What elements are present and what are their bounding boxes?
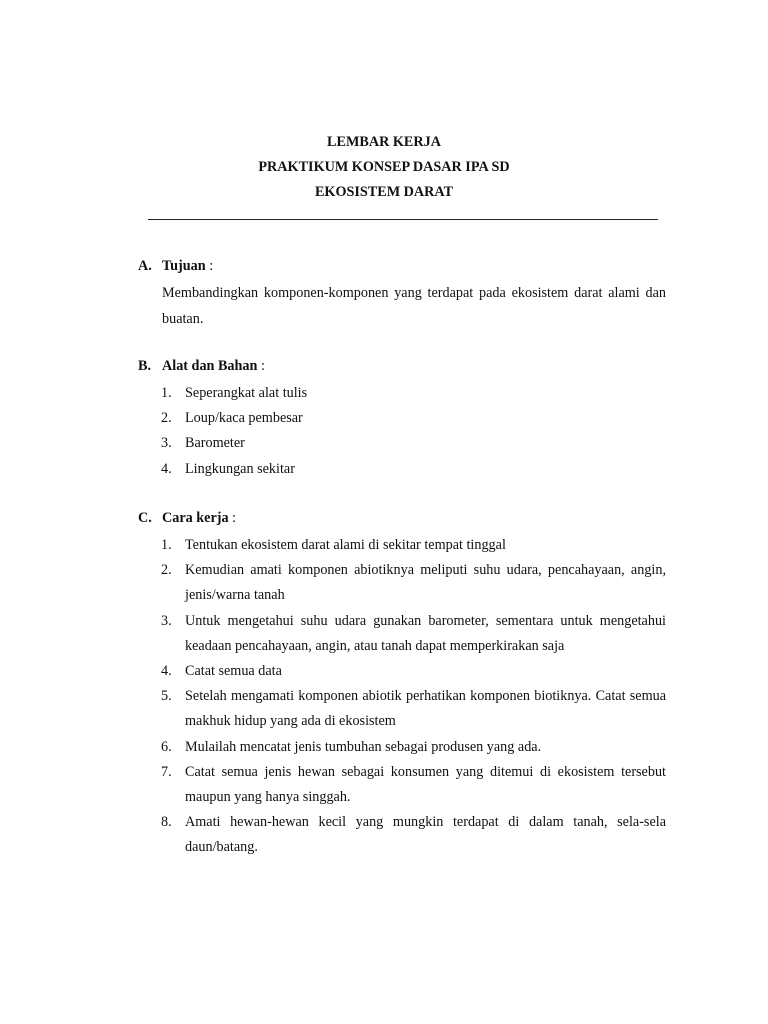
alat-bahan-list [138,381,666,482]
item-number: 5. [161,688,172,705]
list-item [138,457,666,482]
item-text: Setelah mengamati komponen abiotik perhatikan komponen biotiknya. Catat semua makhuk hidup yang ada di ekosistem [185,688,666,730]
item-number: 2. [161,562,172,579]
item-number: 8. [161,814,172,831]
section-tujuan [138,257,666,332]
item-text: Catat semua jenis hewan sebagai konsumen yang ditemui di ekosistem tersebut maupun yang hanya singgah. [185,763,666,806]
list-item [138,381,666,406]
list-item [138,659,666,684]
list-item [138,684,666,734]
item-text: Untuk mengetahui suhu udara gunakan barometer, sementara untuk mengetahui keadaan pencahayaan, angin, atau tanah dapat memperkirakan saja [185,612,666,654]
section-letter: A. [138,258,152,274]
item-number: 1. [161,537,172,553]
section-alat-bahan [138,357,666,482]
section-heading [138,357,666,375]
item-number: 7. [161,763,172,780]
section-colon: : [228,510,237,526]
section-title: Tujuan [162,258,206,274]
title-line-2: PRAKTIKUM KONSEP DASAR IPA SD [258,159,510,175]
section-title: Cara kerja [162,510,229,526]
item-text: Tentukan ekosistem darat alami di sekitar tempat tinggal [185,537,506,553]
title-line-3: EKOSISTEM DARAT [314,184,454,200]
section-letter: B. [138,358,152,374]
item-number: 4. [161,663,172,680]
item-text: Barometer [185,435,245,452]
item-text: Seperangkat alat tulis [185,385,308,401]
tujuan-text: Membandingkan komponen-komponen yang terdapat pada ekosistem darat alami dan buatan. [162,285,666,327]
section-heading [138,257,666,275]
item-text: Kemudian amati komponen abiotiknya meliputi suhu udara, pencahayaan, angin, jenis/warna tanah [185,562,666,604]
list-item [138,810,666,860]
item-text: Mulailah mencatat jenis tumbuhan sebagai produsen yang ada. [185,738,542,755]
section-title: Alat dan Bahan [162,358,258,374]
list-item [138,735,666,760]
item-text: Catat semua data [185,663,282,680]
section-colon: : [205,258,214,274]
header-divider [148,219,658,220]
list-item [138,533,666,558]
section-heading [138,509,666,527]
item-number: 3. [161,435,172,452]
item-number: 1. [161,385,172,401]
list-item [138,431,666,456]
item-number: 2. [161,410,172,427]
item-number: 6. [161,738,172,755]
section-colon: : [257,358,265,374]
item-text: Amati hewan-hewan kecil yang mungkin terdapat di dalam tanah, sela-sela daun/batang. [185,814,666,856]
title-line-1: LEMBAR KERJA [327,134,441,150]
item-number: 4. [161,460,172,477]
list-item [138,609,666,659]
section-cara-kerja [138,509,666,861]
list-item [138,760,666,810]
item-number: 3. [161,612,172,629]
item-text: Lingkungan sekitar [185,460,295,477]
list-item [138,406,666,431]
item-text: Loup/kaca pembesar [185,410,303,427]
cara-kerja-list [138,533,666,861]
section-letter: C. [138,510,152,526]
list-item [138,558,666,608]
